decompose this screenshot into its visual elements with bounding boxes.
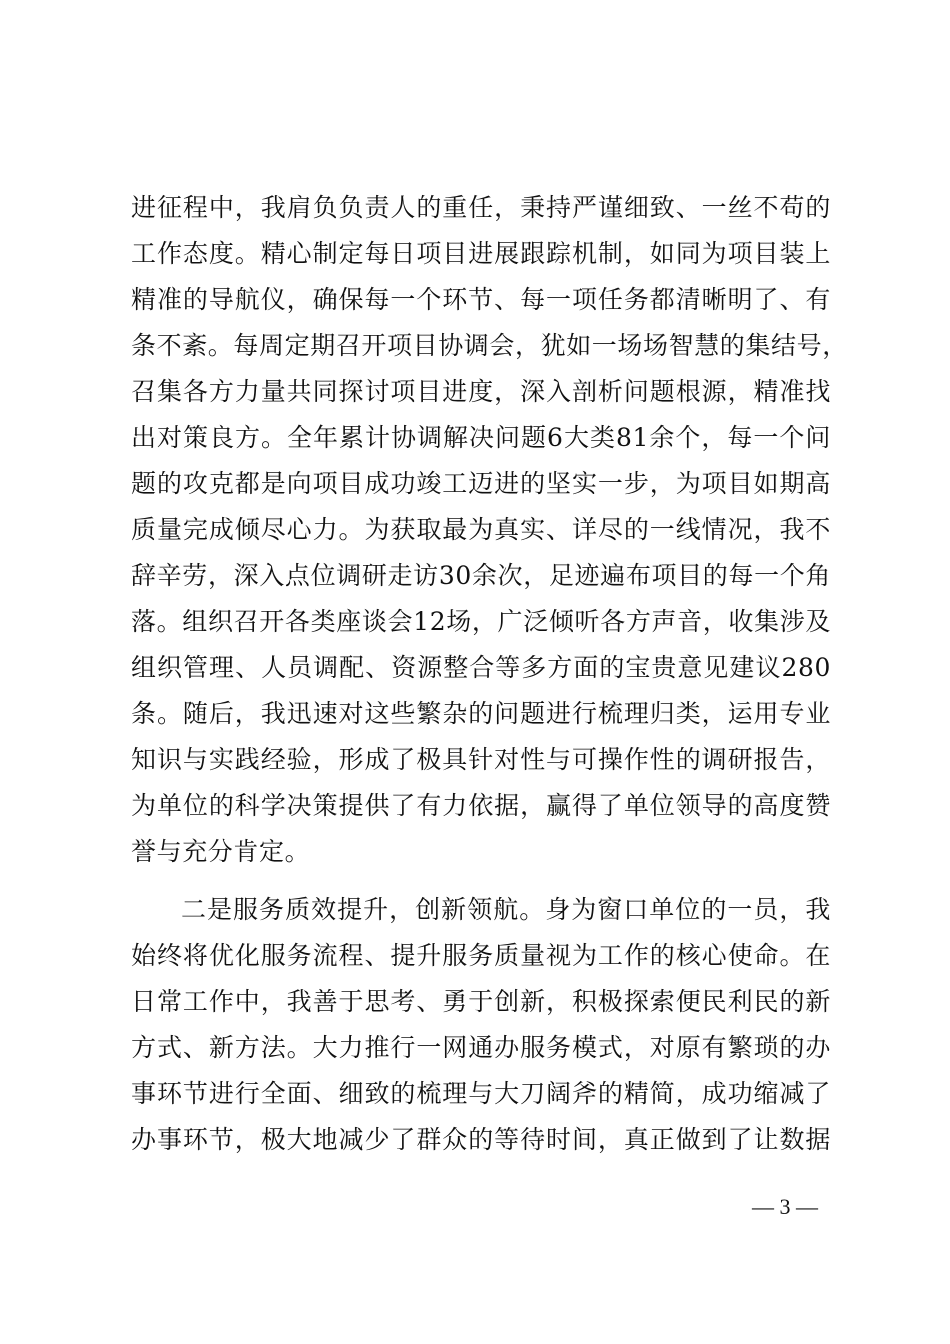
text-line: 辞辛劳，深入点位调研走访30余次，足迹遍布项目的每一个角 [131, 561, 831, 590]
paragraph-gap [131, 875, 831, 887]
text-line: 召集各方力量共同探讨项目进度，深入剖析问题根源，精准找 [131, 377, 831, 406]
text-line: 始终将优化服务流程、提升服务质量视为工作的核心使命。在 [131, 941, 831, 970]
text-line: 质量完成倾尽心力。为获取最为真实、详尽的一线情况，我不 [131, 515, 831, 544]
text-line: 誉与充分肯定。 [131, 837, 311, 866]
page-number: — 3 — [752, 1194, 818, 1219]
text-line: 事环节进行全面、细致的梳理与大刀阔斧的精简，成功缩减了 [131, 1079, 831, 1108]
text-line: 题的攻克都是向项目成功竣工迈进的坚实一步，为项目如期高 [131, 469, 831, 498]
text-line: 办事环节，极大地减少了群众的等待时间，真正做到了让数据 [131, 1125, 831, 1154]
text-line: 出对策良方。全年累计协调解决问题6大类81余个，每一个问 [131, 423, 831, 452]
text-line: 为单位的科学决策提供了有力依据，赢得了单位领导的高度赞 [131, 791, 831, 820]
text-line: 落。组织召开各类座谈会12场，广泛倾听各方声音，收集涉及 [131, 607, 831, 636]
text-line: 工作态度。精心制定每日项目进展跟踪机制，如同为项目装上 [131, 239, 831, 268]
text-line: 知识与实践经验，形成了极具针对性与可操作性的调研报告， [131, 745, 831, 774]
text-line: 日常工作中，我善于思考、勇于创新，积极探索便民利民的新 [131, 987, 831, 1016]
text-line: 组织管理、人员调配、资源整合等多方面的宝贵意见建议280 [131, 653, 831, 682]
body-text [131, 185, 848, 1163]
text-line: 方式、新方法。大力推行一网通办服务模式，对原有繁琐的办 [131, 1033, 831, 1062]
text-line: 进征程中，我肩负负责人的重任，秉持严谨细致、一丝不苟的 [131, 193, 831, 222]
text-line: 精准的导航仪，确保每一个环节、每一项任务都清晰明了、有 [131, 285, 831, 314]
text-line: 条。随后，我迅速对这些繁杂的问题进行梳理归类，运用专业 [131, 699, 831, 728]
paragraph-2 [131, 887, 831, 1163]
text-line: 二是服务质效提升，创新领航。身为窗口单位的一员，我 [181, 895, 831, 924]
paragraph-1 [131, 185, 848, 875]
text-line: 条不紊。每周定期召开项目协调会，犹如一场场智慧的集结号， [131, 331, 848, 360]
